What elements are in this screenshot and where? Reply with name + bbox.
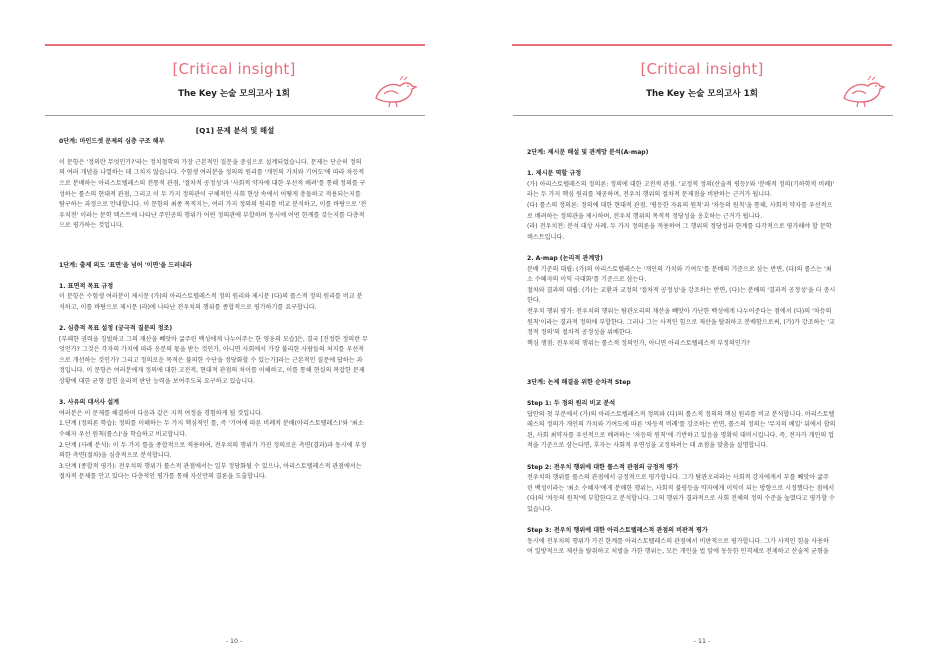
paragraph-line: (가) 아리스토텔레스의 정의론: 정의에 대한 고전적 관점. '교정적 정의(산술적 평등)'와 '분배적 정의(기하학적 비례)' (527, 180, 835, 188)
paragraph-line: 있습니다. (527, 506, 553, 513)
section-heading: 0단계: 마인드셋 문제의 심층 구조 해부 (59, 137, 165, 145)
paragraph-line: 절차적 문제를 안고 있다는 다층적인 평가를 통해 자신만의 결론을 도출합니다. (59, 473, 267, 481)
right-page (468, 0, 936, 662)
header-title: [Critical insight] (640, 60, 764, 78)
paragraph-line: 으로 분배하는 아리스토텔레스의 전통적 관점, '절차적 공정성'과 '사회적 약자에 대한 우선적 배려'를 통해 정의를 구 (59, 179, 366, 187)
paragraph-line: 전우치의 행위를 롤스의 관점에서 긍정적으로 평가합니다. 그가 탐관오리라는 사회적 강자에게서 부를 빼앗아 굶주 (527, 474, 829, 482)
subsection-heading: 3. 사유의 대서사 설계 (59, 399, 120, 407)
header-rule-top (45, 44, 425, 46)
paragraph-line: 린 백성이라는 '최소 수혜자'에게 분배한 행위는, 사회적 불평등을 약자에게 이익이 되는 방향으로 시정했다는 점에서 (527, 484, 835, 492)
header-subtitle: The Key 논술 모의고사 1회 (178, 89, 290, 99)
subsection-heading: 2. 심층적 목표 설정 (궁극적 질문의 정조) (59, 325, 173, 333)
paragraph-line: 으로 평가하는 것입니다. (59, 222, 124, 230)
paragraph-line: 탐구하는 과정으로 안내합니다. 이 문항의 최종 목적지는, 여러 가지 정의의 원리를 비교 분석하고, 이를 바탕으로 '전 (59, 201, 367, 209)
paragraph-line: 핵심 쟁점: 전우치의 행위는 롤스적 정의인가, 아니면 아리스토텔레스적 부정의인가? (527, 339, 750, 347)
paragraph-line: 우치전' 이라는 문학 텍스트에 나타난 주인공의 행위가 어떤 정의관에 부합하며 동시에 어떤 한계를 갖는지를 다층적 (59, 211, 365, 219)
paragraph-line: 으로 개선하는 것인가? 그리고 정의로운 목적은 불의한 수단을 정당화할 수 있는가]라는 근본적인 질문에 답하는 과 (59, 356, 363, 364)
paragraph-line: 레스의 정의가 개인의 가치와 기여도에 따른 '차등적 비례'를 강조하는 반면, 롤스의 정의는 '무지의 베일' 뒤에서 합의 (527, 421, 836, 429)
paragraph-line: 이 문항은 '정의란 무엇인가?'라는 정치철학의 가장 근본적인 질문을 중심으로 설계되었습니다. 문제는 단순히 정의 (59, 158, 362, 166)
paragraph-line: 의한 측면(절차)을 심층적으로 분석합니다. (59, 452, 172, 460)
header-rule-bottom (45, 115, 425, 116)
page-number: - 10 - (225, 638, 243, 645)
paragraph-line: 이 문항은 수험생 여러분이 제시문 (가)의 아리스토텔레스적 정의 원리와 제시문 (다)의 롤스적 정의 원리를 비교 분 (59, 293, 363, 301)
step-heading: Step 3: 전우치 행위에 대한 아리스토텔레스적 관점의 비판적 평가 (527, 527, 708, 535)
paragraph-line: 3.단계 (종합적 평가): 전우치의 행위가 롤스적 관점에서는 일부 정당화될 수 있으나, 아리스토텔레스적 관점에서는 (59, 462, 362, 470)
paragraph-line: 동시에 전우치의 행위가 가진 한계를 아리스토텔레스의 관점에서 비판적으로 평가합니다. 그가 사적인 힘을 사용하 (527, 537, 829, 545)
paragraph-line: 분배 기준의 대립: (가)의 아리스토텔레스는 '개인의 가치와 기여도'를 분배의 기준으로 삼는 반면, (다)의 롤스는 '최 (527, 265, 832, 273)
paragraph-line: (다)의 '차등의 원칙'에 부합한다고 분석합니다. 그의 행위가 결과적으로 사회 전체의 정의 수준을 높였다고 평가할 수 (527, 495, 835, 503)
header-rule-top (512, 44, 892, 46)
paragraph-line: 된, 사회 최약자를 우선적으로 배려하는 '차등의 원칙'에 기반하고 있음을 명확히 대비시킵니다. 즉, 전자가 개인의 업 (527, 431, 835, 439)
paragraph-line: 적을 기준으로 삼는다면, 후자는 사회적 우연성을 교정하려는 데 초점을 맞춤을 설명합니다. (527, 442, 769, 450)
paragraph-line: (라) 전우치전: 분석 대상 사례. 두 가지 정의론을 적용하여 그 행위의 정당성과 한계를 다각적으로 평가해야 할 문학 (527, 223, 832, 231)
bird-icon (370, 74, 418, 110)
step-heading: Step 1: 두 정의 원리 비교 분석 (527, 400, 616, 408)
paragraph-line: 성하는 롤스의 현대적 관점, 그리고 이 두 가지 정의관이 구체적인 사회 현상 속에서 어떻게 충돌하고 적용되는지를 (59, 190, 361, 198)
header-rule-bottom (513, 115, 893, 116)
paragraph-line: 절차와 결과의 대립: (가)는 교환과 교정의 '절차적 공정성'을 강조하는 반면, (다)는 분배의 '결과적 공정성'을 더 중시 (527, 286, 836, 294)
paragraph-line: 정입니다. 이 문항은 여러분에게 정의에 대한 고전적, 현대적 관점의 차이를 이해하고, 이를 통해 현실의 복잡한 문제 (59, 367, 365, 375)
paragraph-line: 석하고, 이를 바탕으로 제시문 (라)에 나타난 전우치의 행위를 종합적으로 평가하기를 요구합니다. (59, 303, 317, 311)
paragraph-line: 1.단계 (정의론 학습): 정의를 이해하는 두 가지 핵심적인 틀, 즉 '기여에 따른 비례적 분배(아리스토텔레스)'와 '최소 (59, 420, 364, 428)
step-heading: Step 2: 전우치 행위에 대한 롤스적 관점의 긍정적 평가 (527, 463, 679, 471)
paragraph-line: 수혜자 우선 원칙(롤스)'을 학습하고 비교합니다. (59, 431, 187, 439)
paragraph-line: 한다. (527, 297, 541, 305)
header-subtitle: The Key 논술 모의고사 1회 (646, 89, 758, 99)
subsection-heading: 1. 표면적 목표 규정 (59, 282, 114, 290)
subsection-heading: 1. 제시문 역할 규정 (527, 170, 582, 178)
paragraph-line: 여러분은 이 문제를 해결하며 다음과 같은 지적 여정을 경험하게 될 것입니다. (59, 409, 263, 417)
paragraph-line: 의 여러 개념을 나열하는 데 그치지 않습니다. 수험생 여러분을 정의의 원리를 '개인의 가치와 기여도'에 따라 차등적 (59, 169, 365, 177)
paragraph-line: 상황에 대한 균형 잡힌 윤리적 판단 능력을 보여주도록 요구하고 있습니다. (59, 378, 255, 386)
bird-icon (838, 74, 886, 110)
right-content (527, 148, 879, 558)
section-heading: 3단계: 논제 해결을 위한 순차적 Step (527, 378, 631, 386)
paragraph-line: 여 일방적으로 재산을 탈취하고 처벌을 가한 행위는, 모든 개인을 법 앞에 동등한 인격체로 전제하고 산술적 균형을 (527, 548, 829, 556)
paragraph-line: 텍스트입니다. (527, 233, 565, 241)
paragraph-line: 엇인가? 그것은 각자의 가치에 따라 응분의 몫을 받는 것인가, 아니면 사회에서 가장 불리한 사람들의 처지를 우선적 (59, 346, 365, 354)
paragraph-line: 정적 정의'의 절차적 공정성을 위배한다. (527, 329, 633, 337)
paragraph-line: (다) 롤스의 정의론: 정의에 대한 현대적 관점. '평등한 자유의 원칙'과 '차등의 원칙'을 통해, 사회적 약자를 우선적으 (527, 201, 833, 209)
paragraph-line: 전우치 행위 평가: 전우치의 행위는 탐관오리의 재산을 빼앗아 가난한 백성에게 나누어준다는 점에서 (다)의 '차등의 (527, 307, 832, 315)
paragraph-line: 원칙'이라는 결과적 정의에 부합한다. 그러나 그는 사적인 힘으로 재산을 탈취하고 분배함으로써, (가)가 강조하는 '교 (527, 318, 835, 326)
paragraph-line: 라는 두 가지 핵심 원리를 제공하며, 전우치 행위의 절차적 문제점을 비판하는 근거가 됩니다. (527, 191, 772, 199)
subsection-heading: 2. A-map (논리적 관계망) (527, 254, 603, 262)
left-content (59, 126, 411, 483)
question-title: [Q1] 문제 분석 및 해설 (195, 126, 275, 135)
paragraph-line: 2.단계 (사례 분석): 이 두 가지 틀을 종합적으로 적용하여, 전우치의 행위가 가진 정의로운 측면(결과)과 동시에 부정 (59, 441, 367, 449)
section-heading: 2단계: 제시문 해설 및 관계망 분석(A-map) (527, 149, 649, 156)
paragraph-line: 소 수혜자의 이익 극대화'를 기준으로 삼는다. (527, 276, 647, 284)
paragraph-line: [부패한 권력을 징벌하고 그의 재산을 빼앗아 굶주린 백성에게 나누어주는 한 영웅의 모습]은, 결국 [진정한 정의란 무 (59, 335, 368, 343)
paragraph-line: 로 배려하는 정의관을 제시하며, 전우치 행위의 목적적 정당성을 옹호하는 근거가 됩니다. (527, 212, 763, 220)
paragraph-line: 답안의 첫 부분에서 (가)의 아리스토텔레스적 정의와 (다)의 롤스적 정의의 핵심 원리를 비교 분석합니다. 아리스토텔 (527, 410, 835, 418)
page-number: - 11 - (693, 638, 711, 645)
header-title: [Critical insight] (172, 60, 296, 78)
section-heading: 1단계: 출제 의도 '표면'을 넘어 '이면'을 드러내라 (59, 261, 192, 269)
